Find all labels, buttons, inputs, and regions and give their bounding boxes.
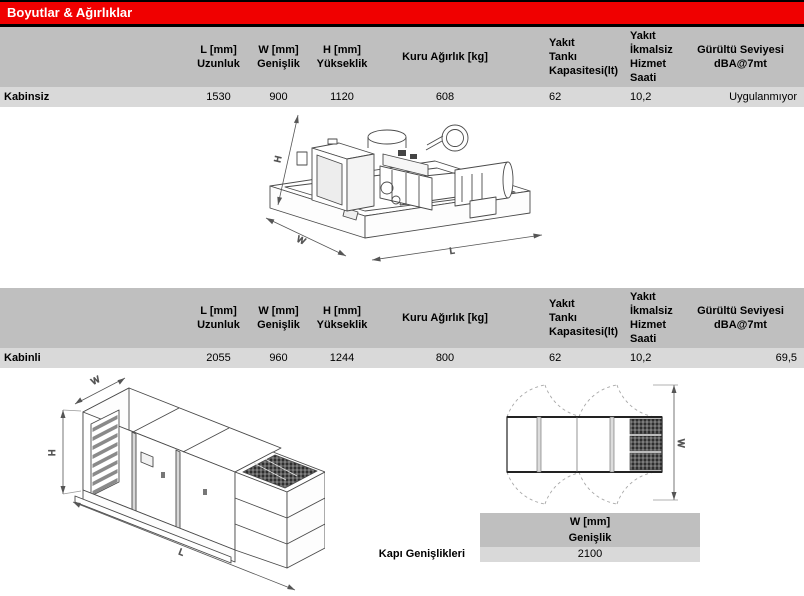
value-width: 900: [269, 91, 288, 103]
page-title: Boyutlar & Ağırlıklar: [0, 2, 804, 24]
w-dimension-label: W: [676, 439, 686, 448]
value-fuel-tank: 62: [549, 352, 562, 364]
title-bar: [0, 0, 804, 27]
table-canopied-header-row: [0, 288, 804, 348]
value-length: 1530: [206, 91, 231, 103]
row-label: Kabinli: [4, 352, 41, 364]
top-view-drawing: [485, 380, 700, 522]
open-genset-drawing: [250, 108, 550, 273]
value-dry-weight: 608: [435, 91, 455, 103]
table-open-header-row: [0, 27, 804, 87]
l-dimension-label: L: [177, 546, 186, 558]
header-fuel-tank: Yakıt Tankı Kapasitesi(lt): [549, 298, 619, 338]
table-row-kabinsiz: [0, 87, 804, 107]
table-row-kabinli: [0, 348, 804, 368]
header-dry-weight: Kuru Ağırlık [kg]: [402, 51, 488, 63]
header-width: W [mm] Genişlik: [257, 305, 300, 331]
header-empty: [0, 27, 185, 87]
value-noise-level: Uygulanmıyor: [729, 91, 797, 103]
dimensions-table-canopied: [0, 288, 804, 368]
header-noise-level: Gürültü Seviyesi dBA@7mt: [697, 305, 784, 331]
value-fuel-tank: 62: [549, 91, 562, 103]
value-dry-weight: 800: [435, 352, 455, 364]
w-dimension-label: W: [89, 374, 102, 387]
header-service-hours: Yakıt İkmalsiz Hizmet Saati: [630, 291, 673, 345]
header-width: W [mm] Genişlik: [257, 44, 300, 70]
value-noise-level: 69,5: [775, 352, 797, 364]
header-dry-weight: Kuru Ağırlık [kg]: [402, 312, 488, 324]
dimensions-table-open: [0, 27, 804, 107]
header-length: L [mm] Uzunluk: [197, 305, 240, 331]
header-height: H [mm] Yükseklik: [316, 305, 368, 331]
header-noise-level: Gürültü Seviyesi dBA@7mt: [697, 44, 784, 70]
h-dimension-label: H: [272, 154, 284, 164]
door-widths-label: Kapı Genişlikleri: [378, 548, 465, 560]
door-widths-header: W [mm] Genişlik: [480, 513, 700, 547]
value-height: 1244: [329, 352, 355, 364]
header-service-hours: Yakıt İkmalsiz Hizmet Saati: [630, 30, 673, 84]
value-width: 960: [269, 352, 288, 364]
value-service-hours: 10,2: [630, 91, 652, 103]
w-dimension-label: W: [295, 233, 308, 247]
header-length: L [mm] Uzunluk: [197, 44, 240, 70]
door-widths-value: 2100: [480, 547, 700, 562]
header-empty: [0, 288, 185, 348]
l-dimension-label: L: [448, 245, 456, 256]
value-length: 2055: [206, 352, 231, 364]
canopy-genset-drawing: [35, 368, 325, 596]
value-service-hours: 10,2: [630, 352, 652, 364]
header-fuel-tank: Yakıt Tankı Kapasitesi(lt): [549, 37, 619, 77]
value-height: 1120: [330, 91, 354, 103]
header-height: H [mm] Yükseklik: [316, 44, 368, 70]
l-dimension: [372, 234, 542, 262]
h-dimension-label: H: [47, 449, 57, 456]
row-label: Kabinsiz: [4, 91, 50, 103]
h-dimension: [47, 410, 81, 494]
